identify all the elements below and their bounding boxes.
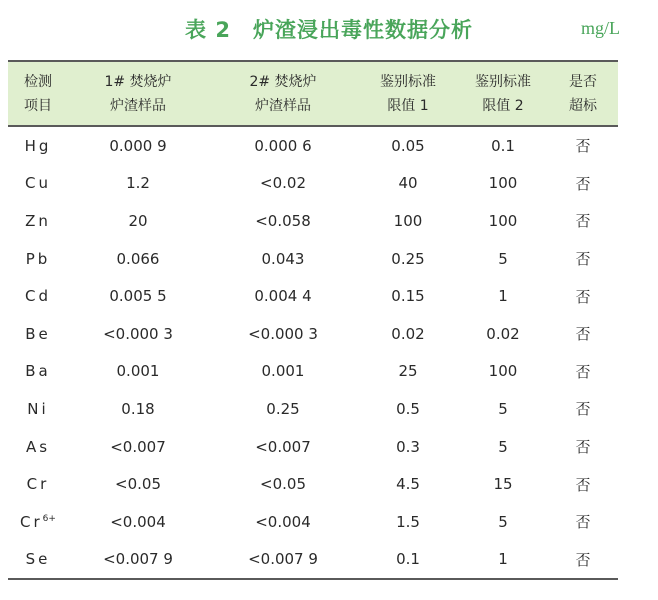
element-symbol: Pb (25, 249, 51, 268)
cell-sample-1: <0.007 (110, 437, 166, 456)
data-table-container (8, 60, 618, 580)
unit-label: mg/L (581, 18, 620, 38)
element-symbol: Zn (25, 211, 51, 230)
table-row (8, 315, 618, 353)
cell-limit-2: 0.02 (486, 324, 520, 343)
cell-exceed: 否 (575, 174, 591, 193)
table-title (0, 14, 658, 44)
cell-sample-1: 1.2 (126, 174, 150, 193)
cell-limit-2: 0.1 (491, 136, 515, 155)
element-symbol: Cr (26, 475, 50, 494)
cell-element (8, 541, 68, 580)
header-exceed: 是否 超标 (569, 73, 597, 114)
cell-limit-1: 0.3 (396, 437, 420, 456)
cell-element (8, 465, 68, 503)
cell-limit-2: 5 (498, 512, 508, 531)
element-symbol: Be (25, 324, 51, 343)
cell-element (8, 390, 68, 428)
table-row (8, 240, 618, 278)
header-sample-2: 2# 焚烧炉 炉渣样品 (249, 73, 317, 114)
cell-element (8, 202, 68, 240)
cell-element (8, 353, 68, 391)
cell-sample-2: 0.004 4 (254, 287, 312, 306)
table-title-text: 炉渣浸出毒性数据分析 (252, 18, 473, 42)
header-limit-2: 鉴别标准 限值 2 (475, 73, 531, 114)
cell-limit-1: 25 (398, 362, 418, 381)
cell-exceed: 否 (575, 362, 591, 381)
cell-sample-2: <0.05 (260, 475, 306, 494)
element-symbol: Hg (24, 136, 52, 155)
cell-limit-2: 5 (498, 437, 508, 456)
cell-sample-1: 0.001 (116, 362, 160, 381)
cell-sample-2: <0.007 (255, 437, 311, 456)
cell-exceed: 否 (575, 250, 591, 269)
table-row (8, 541, 618, 580)
cell-exceed: 否 (575, 137, 591, 156)
cell-sample-2: <0.058 (255, 211, 311, 230)
element-symbol: Ni (27, 399, 49, 418)
cell-element (8, 240, 68, 278)
cell-limit-1: 4.5 (396, 475, 420, 494)
cell-sample-2: <0.007 9 (208, 541, 358, 580)
table-row (8, 428, 618, 466)
cell-exceed: 否 (575, 287, 591, 306)
header-sample-1: 1# 焚烧炉 炉渣样品 (104, 73, 172, 114)
cell-exceed: 否 (575, 212, 591, 231)
header-row (8, 61, 618, 126)
cell-sample-2: <0.004 (255, 512, 311, 531)
cell-limit-1: 100 (393, 211, 423, 230)
cell-element (8, 503, 68, 541)
table-row (8, 277, 618, 315)
table-row (8, 202, 618, 240)
table-row (8, 390, 618, 428)
cell-limit-2: 100 (488, 362, 518, 381)
cell-limit-1: 0.02 (391, 324, 425, 343)
element-symbol: Ba (25, 362, 51, 381)
cell-sample-1: <0.007 9 (68, 541, 208, 580)
element-superscript: 6+ (42, 513, 56, 524)
cell-element (8, 126, 68, 165)
cell-element (8, 315, 68, 353)
table-caption (0, 14, 658, 50)
cell-limit-2: 15 (493, 475, 513, 494)
table-number: 表 2 (185, 18, 231, 42)
cell-sample-2: <0.02 (260, 174, 306, 193)
table-row (8, 503, 618, 541)
cell-exceed: 否 (575, 325, 591, 344)
cell-sample-1: 0.000 9 (109, 136, 167, 155)
cell-sample-2: <0.000 3 (248, 324, 318, 343)
element-symbol: Cu (25, 174, 51, 193)
element-symbol: As (25, 437, 51, 456)
table-body (8, 126, 618, 579)
table-header (8, 61, 618, 126)
cell-sample-2: 0.000 6 (254, 136, 312, 155)
cell-limit-2: 100 (488, 211, 518, 230)
cell-limit-1: 1.5 (396, 512, 420, 531)
cell-exceed: 否 (575, 513, 591, 532)
cell-sample-1: 0.18 (121, 399, 155, 418)
cell-limit-2: 1 (458, 541, 548, 580)
header-limit-1: 鉴别标准 限值 1 (380, 73, 436, 114)
cell-sample-1: 0.005 5 (109, 287, 167, 306)
cell-sample-2: 0.25 (266, 399, 300, 418)
cell-limit-2: 1 (498, 287, 508, 306)
cell-element (8, 428, 68, 466)
cell-exceed: 否 (575, 438, 591, 457)
cell-limit-1: 0.15 (391, 287, 425, 306)
element-symbol: Cd (25, 287, 51, 306)
element-symbol: Cr (20, 512, 43, 531)
cell-exceed: 否 (548, 541, 618, 580)
table-row (8, 353, 618, 391)
cell-sample-1: 20 (128, 211, 148, 230)
cell-exceed: 否 (575, 475, 591, 494)
leaching-toxicity-table (8, 60, 618, 580)
cell-limit-1: 0.5 (396, 399, 420, 418)
header-item: 检测 项目 (24, 73, 52, 114)
table-row (8, 465, 618, 503)
cell-limit-1: 0.25 (391, 249, 425, 268)
cell-limit-1: 40 (398, 174, 418, 193)
table-row (8, 165, 618, 203)
cell-element (8, 277, 68, 315)
cell-element (8, 165, 68, 203)
cell-sample-1: 0.066 (116, 249, 160, 268)
cell-limit-1: 0.05 (391, 136, 425, 155)
table-row (8, 126, 618, 165)
cell-sample-2: 0.043 (261, 249, 305, 268)
element-symbol: Se (25, 550, 51, 569)
cell-sample-1: <0.05 (115, 475, 161, 494)
cell-limit-2: 5 (498, 249, 508, 268)
cell-limit-2: 100 (488, 174, 518, 193)
cell-sample-1: <0.000 3 (103, 324, 173, 343)
cell-sample-2: 0.001 (261, 362, 305, 381)
cell-limit-1: 0.1 (358, 541, 458, 580)
cell-limit-2: 5 (498, 399, 508, 418)
cell-sample-1: <0.004 (110, 512, 166, 531)
cell-exceed: 否 (575, 400, 591, 419)
